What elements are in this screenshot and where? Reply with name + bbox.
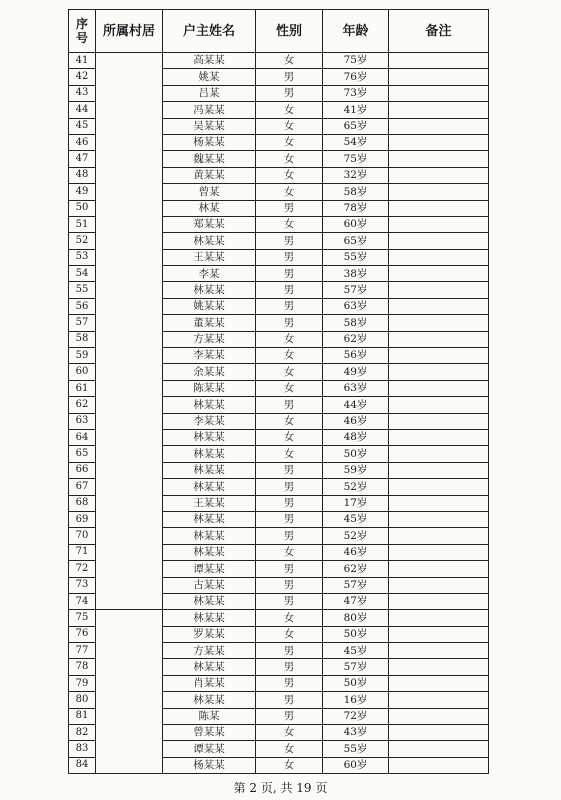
row-remark bbox=[389, 233, 489, 249]
row-gender: 男 bbox=[256, 593, 323, 609]
row-remark bbox=[389, 462, 489, 478]
row-name: 谭某某 bbox=[163, 741, 256, 757]
row-name: 陈某某 bbox=[163, 380, 256, 396]
row-name: 林某某 bbox=[163, 479, 256, 495]
row-remark bbox=[389, 479, 489, 495]
row-name: 高某某 bbox=[163, 53, 256, 69]
row-age: 46岁 bbox=[323, 544, 389, 560]
row-age: 62岁 bbox=[323, 561, 389, 577]
row-gender: 女 bbox=[256, 413, 323, 429]
row-seq: 60 bbox=[69, 364, 96, 380]
row-seq: 70 bbox=[69, 528, 96, 544]
row-remark bbox=[389, 675, 489, 691]
row-remark bbox=[389, 413, 489, 429]
row-gender: 男 bbox=[256, 528, 323, 544]
row-seq: 56 bbox=[69, 298, 96, 314]
row-gender: 女 bbox=[256, 757, 323, 773]
row-seq: 59 bbox=[69, 348, 96, 364]
row-seq: 73 bbox=[69, 577, 96, 593]
row-remark bbox=[389, 757, 489, 773]
row-seq: 79 bbox=[69, 675, 96, 691]
row-seq: 51 bbox=[69, 216, 96, 232]
row-gender: 男 bbox=[256, 462, 323, 478]
row-remark bbox=[389, 561, 489, 577]
row-age: 48岁 bbox=[323, 429, 389, 445]
row-name: 黄某某 bbox=[163, 167, 256, 183]
row-seq: 74 bbox=[69, 593, 96, 609]
row-age: 65岁 bbox=[323, 233, 389, 249]
row-seq: 50 bbox=[69, 200, 96, 216]
row-seq: 55 bbox=[69, 282, 96, 298]
row-gender: 男 bbox=[256, 85, 323, 101]
row-age: 62岁 bbox=[323, 331, 389, 347]
row-name: 林某某 bbox=[163, 610, 256, 626]
row-age: 32岁 bbox=[323, 167, 389, 183]
header-remark: 备注 bbox=[389, 10, 489, 53]
row-age: 43岁 bbox=[323, 725, 389, 741]
row-gender: 男 bbox=[256, 69, 323, 85]
row-age: 55岁 bbox=[323, 249, 389, 265]
row-remark bbox=[389, 429, 489, 445]
row-remark bbox=[389, 282, 489, 298]
row-gender: 男 bbox=[256, 511, 323, 527]
row-gender: 男 bbox=[256, 577, 323, 593]
row-seq: 46 bbox=[69, 134, 96, 150]
row-age: 58岁 bbox=[323, 315, 389, 331]
row-remark bbox=[389, 167, 489, 183]
row-gender: 女 bbox=[256, 331, 323, 347]
row-remark bbox=[389, 331, 489, 347]
row-village bbox=[96, 610, 163, 774]
row-remark bbox=[389, 118, 489, 134]
row-name: 林某某 bbox=[163, 446, 256, 462]
row-seq: 80 bbox=[69, 692, 96, 708]
row-age: 50岁 bbox=[323, 446, 389, 462]
row-age: 47岁 bbox=[323, 593, 389, 609]
row-name: 林某某 bbox=[163, 692, 256, 708]
row-name: 林某某 bbox=[163, 511, 256, 527]
row-age: 54岁 bbox=[323, 134, 389, 150]
row-gender: 男 bbox=[256, 233, 323, 249]
row-name: 董某某 bbox=[163, 315, 256, 331]
row-gender: 男 bbox=[256, 495, 323, 511]
row-seq: 75 bbox=[69, 610, 96, 626]
row-seq: 45 bbox=[69, 118, 96, 134]
row-remark bbox=[389, 511, 489, 527]
row-remark bbox=[389, 708, 489, 724]
row-age: 16岁 bbox=[323, 692, 389, 708]
row-remark bbox=[389, 397, 489, 413]
row-age: 52岁 bbox=[323, 479, 389, 495]
table-row bbox=[69, 610, 489, 626]
row-remark bbox=[389, 348, 489, 364]
row-age: 75岁 bbox=[323, 53, 389, 69]
row-seq: 47 bbox=[69, 151, 96, 167]
row-remark bbox=[389, 659, 489, 675]
row-age: 41岁 bbox=[323, 102, 389, 118]
row-remark bbox=[389, 53, 489, 69]
row-gender: 女 bbox=[256, 184, 323, 200]
row-remark bbox=[389, 495, 489, 511]
row-remark bbox=[389, 200, 489, 216]
row-name: 王某某 bbox=[163, 249, 256, 265]
row-seq: 49 bbox=[69, 184, 96, 200]
row-remark bbox=[389, 315, 489, 331]
row-seq: 42 bbox=[69, 69, 96, 85]
row-age: 78岁 bbox=[323, 200, 389, 216]
row-name: 林某某 bbox=[163, 397, 256, 413]
row-age: 52岁 bbox=[323, 528, 389, 544]
row-seq: 63 bbox=[69, 413, 96, 429]
row-age: 80岁 bbox=[323, 610, 389, 626]
row-name: 李某某 bbox=[163, 348, 256, 364]
row-name: 方某某 bbox=[163, 331, 256, 347]
row-remark bbox=[389, 626, 489, 642]
row-name: 吕某 bbox=[163, 85, 256, 101]
row-age: 63岁 bbox=[323, 298, 389, 314]
row-name: 姚某某 bbox=[163, 298, 256, 314]
row-name: 余某某 bbox=[163, 364, 256, 380]
row-name: 林某 bbox=[163, 200, 256, 216]
row-name: 姚某 bbox=[163, 69, 256, 85]
row-age: 75岁 bbox=[323, 151, 389, 167]
row-remark bbox=[389, 577, 489, 593]
row-gender: 男 bbox=[256, 479, 323, 495]
row-seq: 44 bbox=[69, 102, 96, 118]
row-age: 46岁 bbox=[323, 413, 389, 429]
row-gender: 男 bbox=[256, 643, 323, 659]
row-age: 49岁 bbox=[323, 364, 389, 380]
row-name: 林某某 bbox=[163, 528, 256, 544]
row-seq: 61 bbox=[69, 380, 96, 396]
header-age: 年龄 bbox=[323, 10, 389, 53]
row-name: 林某某 bbox=[163, 544, 256, 560]
row-age: 57岁 bbox=[323, 577, 389, 593]
row-age: 50岁 bbox=[323, 626, 389, 642]
row-gender: 女 bbox=[256, 216, 323, 232]
row-seq: 53 bbox=[69, 249, 96, 265]
row-age: 72岁 bbox=[323, 708, 389, 724]
row-remark bbox=[389, 364, 489, 380]
row-remark bbox=[389, 249, 489, 265]
row-name: 陈某 bbox=[163, 708, 256, 724]
row-seq: 76 bbox=[69, 626, 96, 642]
row-remark bbox=[389, 725, 489, 741]
row-name: 林某某 bbox=[163, 593, 256, 609]
row-gender: 女 bbox=[256, 118, 323, 134]
row-gender: 男 bbox=[256, 282, 323, 298]
row-remark bbox=[389, 266, 489, 282]
row-seq: 54 bbox=[69, 266, 96, 282]
row-seq: 48 bbox=[69, 167, 96, 183]
row-remark bbox=[389, 69, 489, 85]
row-age: 55岁 bbox=[323, 741, 389, 757]
row-seq: 64 bbox=[69, 429, 96, 445]
row-remark bbox=[389, 643, 489, 659]
row-name: 林某某 bbox=[163, 429, 256, 445]
row-gender: 女 bbox=[256, 151, 323, 167]
row-remark bbox=[389, 593, 489, 609]
row-seq: 69 bbox=[69, 511, 96, 527]
row-name: 吴某某 bbox=[163, 118, 256, 134]
row-name: 曾某 bbox=[163, 184, 256, 200]
row-gender: 男 bbox=[256, 675, 323, 691]
row-name: 林某某 bbox=[163, 282, 256, 298]
table-body bbox=[69, 53, 489, 774]
row-seq: 67 bbox=[69, 479, 96, 495]
row-age: 65岁 bbox=[323, 118, 389, 134]
row-name: 李某 bbox=[163, 266, 256, 282]
row-seq: 72 bbox=[69, 561, 96, 577]
row-remark bbox=[389, 151, 489, 167]
header-gender: 性别 bbox=[256, 10, 323, 53]
header-seq: 序号 bbox=[69, 10, 96, 53]
row-name: 方某某 bbox=[163, 643, 256, 659]
row-age: 17岁 bbox=[323, 495, 389, 511]
row-gender: 男 bbox=[256, 708, 323, 724]
row-seq: 77 bbox=[69, 643, 96, 659]
row-age: 57岁 bbox=[323, 282, 389, 298]
row-seq: 81 bbox=[69, 708, 96, 724]
row-age: 76岁 bbox=[323, 69, 389, 85]
row-seq: 83 bbox=[69, 741, 96, 757]
row-gender: 女 bbox=[256, 626, 323, 642]
row-name: 古某某 bbox=[163, 577, 256, 593]
row-age: 58岁 bbox=[323, 184, 389, 200]
row-age: 60岁 bbox=[323, 216, 389, 232]
household-table bbox=[68, 9, 489, 774]
row-name: 林某某 bbox=[163, 233, 256, 249]
row-name: 肖某某 bbox=[163, 675, 256, 691]
row-gender: 女 bbox=[256, 544, 323, 560]
row-gender: 女 bbox=[256, 741, 323, 757]
row-seq: 65 bbox=[69, 446, 96, 462]
row-gender: 女 bbox=[256, 380, 323, 396]
row-age: 45岁 bbox=[323, 511, 389, 527]
row-gender: 女 bbox=[256, 348, 323, 364]
row-seq: 82 bbox=[69, 725, 96, 741]
row-gender: 男 bbox=[256, 200, 323, 216]
row-gender: 男 bbox=[256, 659, 323, 675]
row-gender: 男 bbox=[256, 249, 323, 265]
row-age: 45岁 bbox=[323, 643, 389, 659]
row-gender: 男 bbox=[256, 266, 323, 282]
row-remark bbox=[389, 184, 489, 200]
row-age: 44岁 bbox=[323, 397, 389, 413]
row-remark bbox=[389, 544, 489, 560]
row-gender: 女 bbox=[256, 446, 323, 462]
row-gender: 男 bbox=[256, 561, 323, 577]
row-remark bbox=[389, 692, 489, 708]
row-remark bbox=[389, 102, 489, 118]
row-name: 罗某某 bbox=[163, 626, 256, 642]
row-village bbox=[96, 53, 163, 610]
row-remark bbox=[389, 610, 489, 626]
row-gender: 女 bbox=[256, 53, 323, 69]
row-seq: 78 bbox=[69, 659, 96, 675]
row-gender: 女 bbox=[256, 134, 323, 150]
row-name: 冯某某 bbox=[163, 102, 256, 118]
row-seq: 57 bbox=[69, 315, 96, 331]
row-age: 38岁 bbox=[323, 266, 389, 282]
row-seq: 84 bbox=[69, 757, 96, 773]
row-seq: 43 bbox=[69, 85, 96, 101]
header-row bbox=[69, 10, 489, 53]
page-footer: 第 2 页, 共 19 页 bbox=[233, 781, 328, 795]
row-name: 魏某某 bbox=[163, 151, 256, 167]
row-name: 郑某某 bbox=[163, 216, 256, 232]
row-seq: 68 bbox=[69, 495, 96, 511]
row-gender: 女 bbox=[256, 429, 323, 445]
row-gender: 女 bbox=[256, 167, 323, 183]
row-remark bbox=[389, 216, 489, 232]
header-village: 所属村居 bbox=[96, 10, 163, 53]
row-remark bbox=[389, 446, 489, 462]
row-remark bbox=[389, 134, 489, 150]
row-seq: 66 bbox=[69, 462, 96, 478]
row-seq: 52 bbox=[69, 233, 96, 249]
row-name: 谭某某 bbox=[163, 561, 256, 577]
row-gender: 男 bbox=[256, 298, 323, 314]
row-gender: 女 bbox=[256, 725, 323, 741]
row-remark bbox=[389, 380, 489, 396]
row-gender: 男 bbox=[256, 315, 323, 331]
row-name: 杨某某 bbox=[163, 134, 256, 150]
row-name: 曾某某 bbox=[163, 725, 256, 741]
row-age: 73岁 bbox=[323, 85, 389, 101]
row-remark bbox=[389, 298, 489, 314]
row-seq: 58 bbox=[69, 331, 96, 347]
table-row bbox=[69, 53, 489, 69]
row-age: 63岁 bbox=[323, 380, 389, 396]
row-age: 56岁 bbox=[323, 348, 389, 364]
row-gender: 男 bbox=[256, 692, 323, 708]
row-gender: 女 bbox=[256, 102, 323, 118]
row-gender: 男 bbox=[256, 397, 323, 413]
row-name: 李某某 bbox=[163, 413, 256, 429]
row-age: 60岁 bbox=[323, 757, 389, 773]
row-name: 林某某 bbox=[163, 462, 256, 478]
header-name: 户主姓名 bbox=[163, 10, 256, 53]
row-seq: 41 bbox=[69, 53, 96, 69]
row-gender: 女 bbox=[256, 610, 323, 626]
row-seq: 62 bbox=[69, 397, 96, 413]
row-age: 57岁 bbox=[323, 659, 389, 675]
row-name: 杨某某 bbox=[163, 757, 256, 773]
row-name: 林某某 bbox=[163, 659, 256, 675]
row-remark bbox=[389, 741, 489, 757]
row-gender: 女 bbox=[256, 364, 323, 380]
row-seq: 71 bbox=[69, 544, 96, 560]
row-name: 王某某 bbox=[163, 495, 256, 511]
row-age: 50岁 bbox=[323, 675, 389, 691]
row-remark bbox=[389, 528, 489, 544]
row-age: 59岁 bbox=[323, 462, 389, 478]
row-remark bbox=[389, 85, 489, 101]
